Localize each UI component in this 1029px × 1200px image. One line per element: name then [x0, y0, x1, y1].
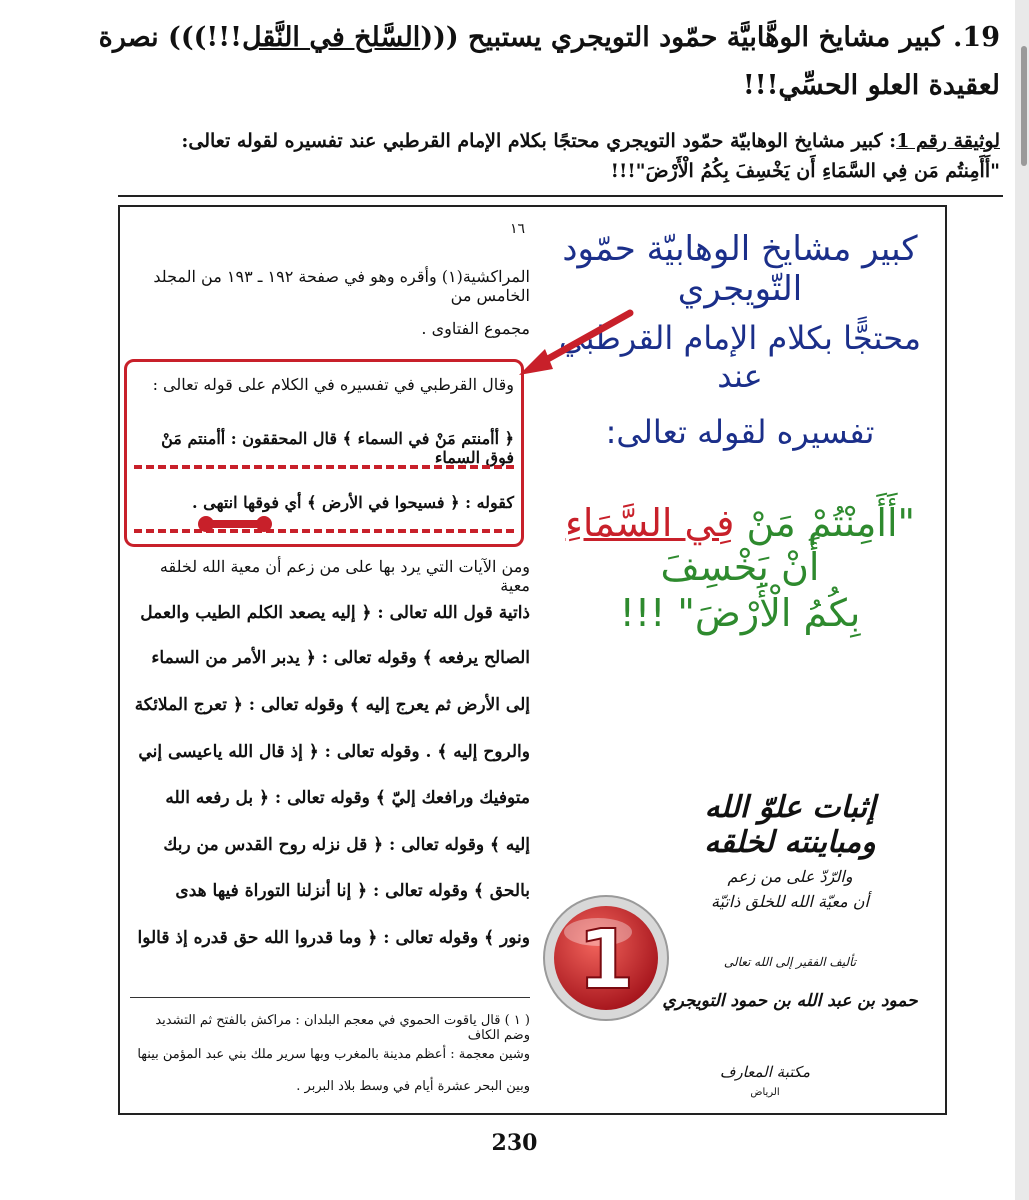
- caption-divider: [118, 195, 1003, 197]
- heading-underlined-text: السَّلخ في النَّقل: [241, 22, 421, 53]
- footnote-line: وشين معجمة : أعظم مدينة بالمغرب وبها سرير ملك بني عبد المؤمن بينها: [137, 1047, 530, 1062]
- cover-title: إثبات علوّ الله ومباينته لخلقه: [704, 790, 876, 860]
- verse-highlight: فِي السَّمَاءِ: [565, 501, 735, 545]
- badge-number: 1: [577, 913, 635, 1008]
- cover-byline: تأليف الفقير إلى الله تعالى: [723, 955, 857, 969]
- book-page-number: ١٦: [510, 221, 526, 237]
- heading-text-b: !!!))) نصرة: [98, 22, 242, 53]
- footnote-line: وبين البحر عشرة أيام في وسط بلاد البربر .: [296, 1079, 530, 1094]
- dumbbell-marker-icon: [204, 520, 266, 528]
- page-heading: [60, 14, 1000, 110]
- book-line: والروح إليه ﴾ . وقوله تعالى : ﴿ إذ قال الله ياعيسى إني: [138, 742, 530, 762]
- heading-text-a: 19. كبير مشايخ الوهَّابيَّة حمّود التويجري يستبيح (((: [420, 22, 1000, 53]
- dashed-underline: [134, 465, 514, 469]
- book-line: مجموع الفتاوى .: [421, 319, 530, 338]
- scrollbar-thumb[interactable]: [1021, 46, 1027, 166]
- verse-part: "أَأَمِنْتُمْ مَنْ: [734, 501, 915, 545]
- quoted-line: وقال القرطبي في تفسيره في الكلام على قوله تعالى :: [152, 375, 514, 394]
- page-number: 230: [491, 1130, 538, 1156]
- annotation-line: تفسيره لقوله تعالى:: [605, 413, 875, 451]
- document-caption-line-2: "أَأَمِنتُم مَن فِي السَّمَاءِ أَن يَخْسِفَ بِكُمُ الْأَرْضَ"!!!: [610, 160, 1000, 182]
- cover-publisher: مكتبة المعارف: [719, 1063, 811, 1081]
- annotation-line: كبير مشايخ الوهابيّة حمّود التّويجري: [562, 229, 918, 309]
- number-badge-icon: [540, 892, 672, 1024]
- book-line: إلى الأرض ثم يعرج إليه ﴾ وقوله تعالى : ﴿ تعرج الملائكة: [134, 695, 530, 715]
- footnote-line: ( ١ ) قال ياقوت الحموي في معجم البلدان : مراكش بالفتح ثم التشديد وضم الكاف: [155, 1013, 530, 1043]
- scanned-document: [118, 205, 947, 1115]
- book-line: بالحق ﴾ وقوله تعالى : ﴿ إنا أنزلنا التوراة فيها هدى: [175, 881, 530, 901]
- cover-city: الرياض: [750, 1087, 780, 1098]
- dashed-underline: [134, 529, 514, 533]
- red-arrow-icon: [515, 307, 635, 377]
- quoted-line: كقوله : ﴿ فسيحوا في الأرض ﴾ أي فوقها انتهى .: [192, 493, 514, 512]
- verse-part: أَنْ يَخْسِفَ: [660, 545, 820, 589]
- annotation-line: محتجًّا بكلام الإمام القرطبي عند: [559, 319, 921, 395]
- book-line: ومن الآيات التي يرد بها على من زعم أن معية الله لخلقه معية: [159, 557, 530, 595]
- cover-author: حمود بن عبد الله بن حمود التويجري: [662, 991, 918, 1011]
- quoted-line: ﴿ أأمنتم مَنْ في السماء ﴾ قال المحققون : أأمنتم مَنْ فوق السماء: [161, 429, 514, 467]
- scrollbar-track[interactable]: [1015, 0, 1029, 1200]
- heading-line-2: لعقيدة العلو الحسِّي!!!: [742, 70, 1000, 101]
- document-caption-line-1: [60, 126, 1000, 156]
- cover-subtitle: أن معيّة الله للخلق ذاتيّة: [711, 892, 869, 911]
- document-caption: [60, 126, 1000, 186]
- annotation-verse: [540, 501, 940, 589]
- book-line: الصالح يرفعه ﴾ وقوله تعالى : ﴿ يدبر الأمر من السماء: [151, 648, 530, 668]
- book-line: المراكشية(١) وأقره وهو في صفحة ١٩٢ ـ ١٩٣ من المجلد الخامس من: [153, 267, 530, 305]
- book-line: متوفيك ورافعك إليّ ﴾ وقوله تعالى : ﴿ بل رفعه الله: [165, 788, 530, 808]
- book-line: ونور ﴾ وقوله تعالى : ﴿ وما قدروا الله حق قدره إذ قالوا: [137, 928, 530, 948]
- cover-subtitle: والرّدّ على من زعم: [727, 867, 853, 886]
- heading-line-1: [60, 14, 1000, 62]
- book-line: إليه ﴾ وقوله تعالى : ﴿ قل نزله روح القدس من ربك: [163, 835, 530, 855]
- document-caption-text: : كبير مشايخ الوهابيّة حمّود التويجري محتجًا بكلام الإمام القرطبي عند تفسيره لقوله تعالى:: [181, 130, 897, 152]
- document-label: لوثيقة رقم 1: [896, 130, 1000, 152]
- book-line: ذاتية قول الله تعالى : ﴿ إليه يصعد الكلم الطيب والعمل: [140, 603, 530, 623]
- annotation-verse: بِكُمُ الْأَرْضَ" !!!: [619, 591, 861, 635]
- footnote-divider: [130, 997, 530, 998]
